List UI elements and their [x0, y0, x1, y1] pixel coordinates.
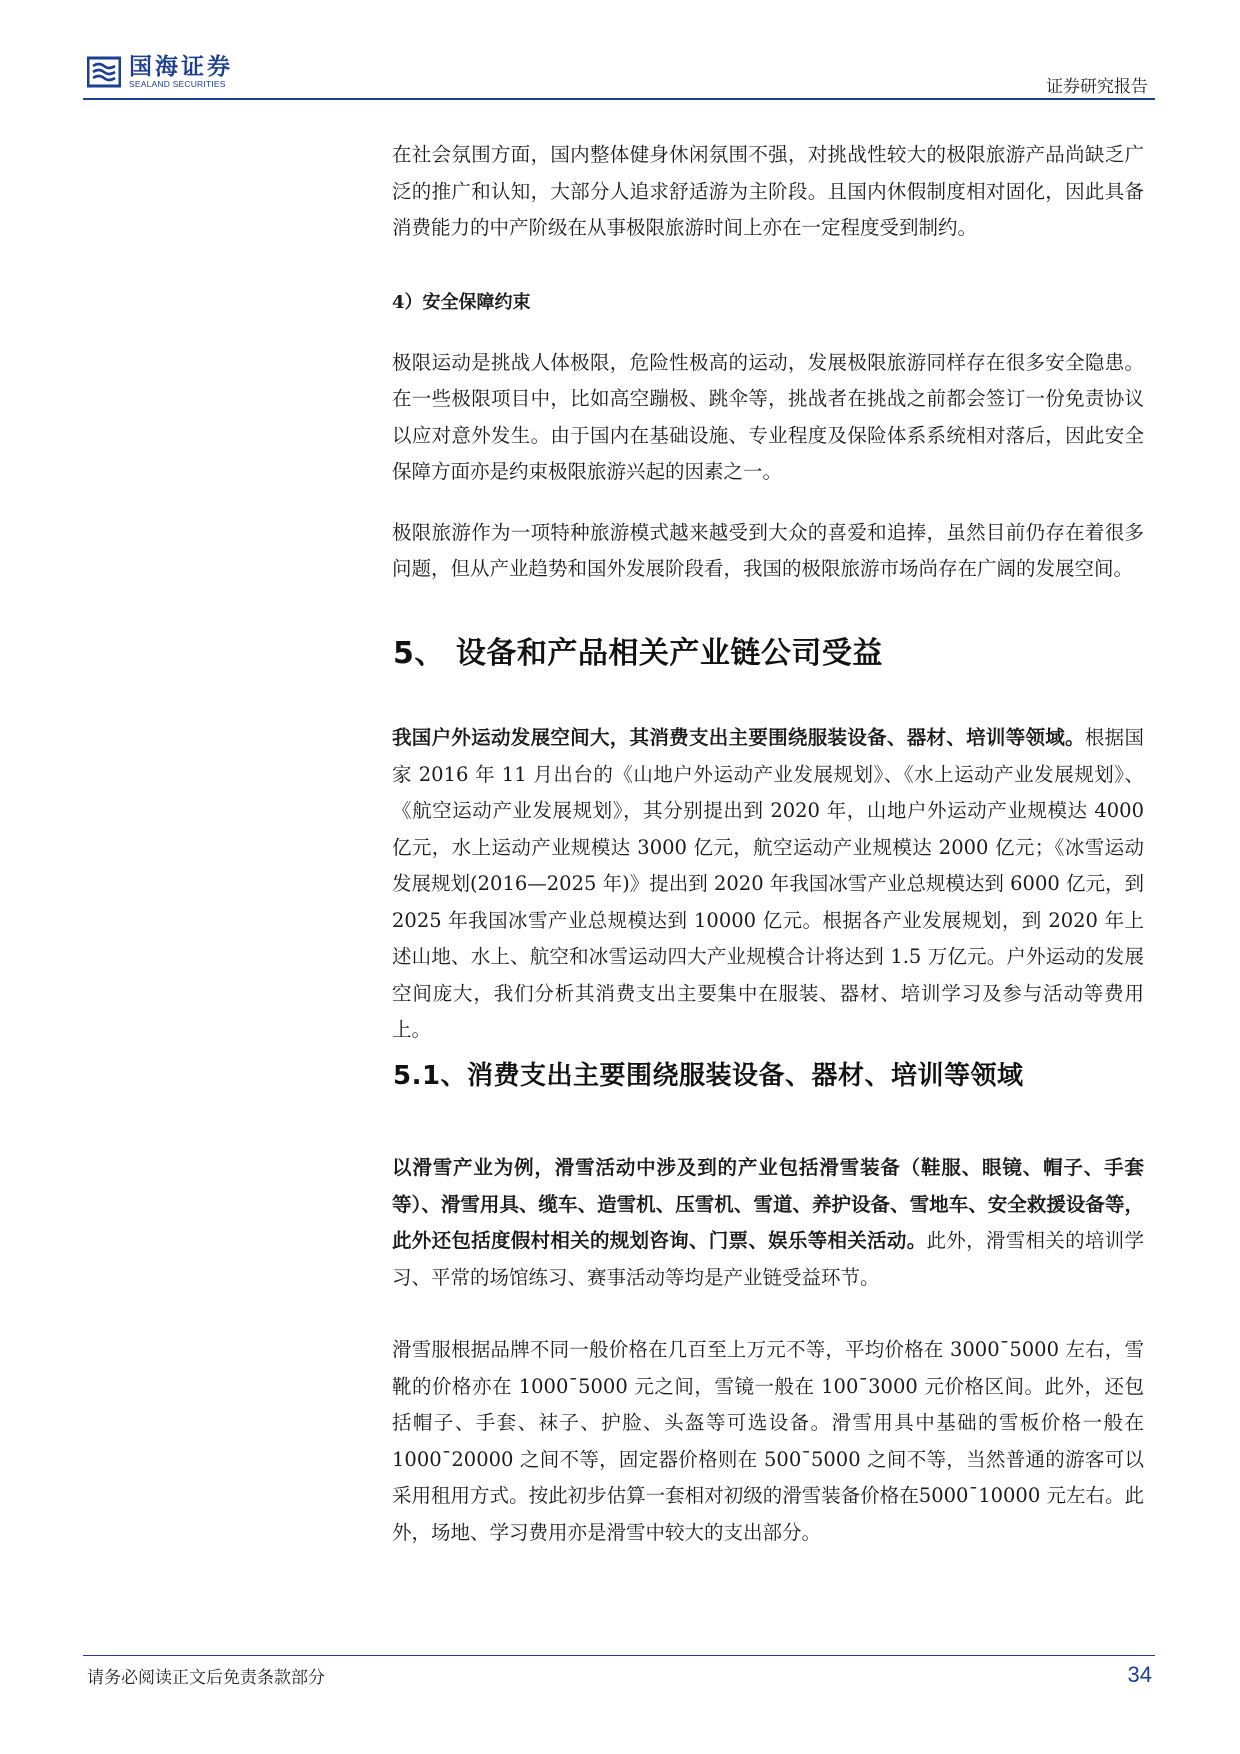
report-type-label: 证券研究报告	[1046, 77, 1148, 97]
footer-divider	[83, 1655, 1155, 1656]
page-header	[0, 0, 1240, 110]
paragraph-social-atmosphere: 在社会氛围方面，国内整体健身休闲氛围不强，对挑战性较大的极限旅游产品尚缺乏广泛的推广和认知，大部分人追求舒适游为主阶段。且国内休假制度相对固化，因此具备消费能力的中产阶级在从事极限旅游时间上亦在一定程度受到制约。	[392, 143, 1144, 239]
disclaimer-note: 请务必阅读正文后免责条款部分	[87, 1668, 325, 1688]
section-5-heading: 5、 设备和产品相关产业链公司受益	[393, 636, 883, 671]
paragraph-safety: 极限运动是挑战人体极限，危险性极高的运动，发展极限旅游同样存在很多安全隐患。在一些极限项目中，比如高空蹦极、跳伞等，挑战者在挑战之前都会签订一份免责协议以应对意外发生。由于国内在基础设施、专业程度及保险体系系统相对落后，因此安全保障方面亦是约束极限旅游兴起的因素之一。	[392, 350, 1144, 483]
section-5-1-lead-bold: 以滑雪产业为例，滑雪活动中涉及到的产业包括滑雪装备（鞋服、眼镜、帽子、手套等）、滑雪用具、缆车、造雪机、压雪机、雪道、养护设备、雪地车、安全救援设备等，此外还包括度假村相关的规划咨询、门票、娱乐等相关活动。	[392, 1156, 1144, 1252]
logo-chinese-name: 国海证券	[129, 54, 233, 80]
sealand-logo-icon	[87, 55, 121, 89]
page-number: 34	[1127, 1662, 1152, 1687]
header-divider	[83, 98, 1155, 100]
paragraph-conclusion: 极限旅游作为一项特种旅游模式越来越受到大众的喜爱和追捧，虽然目前仍存在着很多问题，但从产业趋势和国外发展阶段看，我国的极限旅游市场尚存在广阔的发展空间。	[392, 520, 1144, 580]
section-5-paragraph	[392, 720, 1144, 1049]
company-logo	[87, 55, 233, 89]
section-5-1-content	[392, 1150, 1144, 1551]
paragraph-ski-prices: 滑雪服根据品牌不同一般价格在几百至上万元不等，平均价格在 3000¯5000 左右，雪靴的价格亦在 1000¯5000 元之间，雪镜一般在 100¯3000 元价格区间。此外，还包括帽子、手套、袜子、护脸、头盔等可选设备。滑雪用具中基础的雪板价格一般在 1000¯20000 之间不等，固定器价格则在 500¯5000 之间不等，当然普通的游客可以采用租用方式。按此初步估算一套相对初级的滑雪装备价格在5000¯10000 元左右。此外，场地、学习费用亦是滑雪中较大的支出部分。	[392, 1338, 1144, 1544]
section-5-1-heading: 5.1、消费支出主要围绕服装设备、器材、培训等领域	[393, 1061, 1024, 1091]
subheading-safety-constraint: 4）安全保障约束	[392, 291, 531, 313]
section-5-1-lead-paragraph	[392, 1150, 1144, 1296]
section-5-body: 根据国家 2016 年 11 月出台的《山地户外运动产业发展规划》、《水上运动产业发展规划》、《航空运动产业发展规划》，其分别提出到 2020 年，山地户外运动产业规模达 4000 亿元，水上运动产业规模达 3000 亿元，航空运动产业规模达 2000 亿元；《冰雪运动发展规划(2016—2025 年)》提出到 2020 年我国冰雪产业总规模达到 6000 亿元，到 2025 年我国冰雪产业总规模达到 10000 亿元。根据各产业发展规划，到 2020 年上述山地、水上、航空和冰雪运动四大产业规模合计将达到 1.5 万亿元。户外运动的发展空间庞大，我们分析其消费支出主要集中在服装、器材、培训学习及参与活动等费用上。	[392, 726, 1144, 1041]
main-content	[392, 137, 1144, 588]
logo-english-name: SEALAND SECURITIES	[129, 79, 226, 89]
section-5-lead-bold: 我国户外运动发展空间大，其消费支出主要围绕服装设备、器材、培训等领域。	[392, 726, 1085, 749]
section-5-content	[392, 720, 1144, 1049]
section-5-1-lead-rest: 此外，滑雪相关的培训学习、平常的场馆练习、赛事活动等均是产业链受益环节。	[392, 1229, 1144, 1289]
